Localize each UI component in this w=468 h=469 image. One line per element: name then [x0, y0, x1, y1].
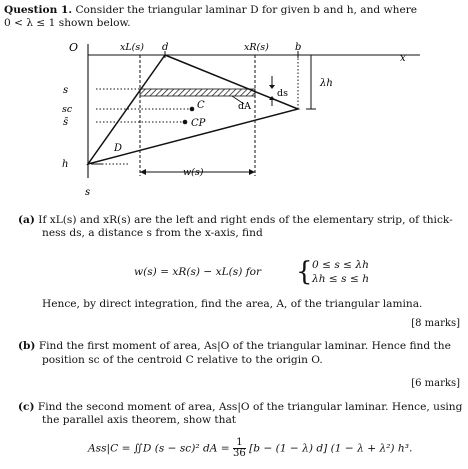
part-a-text-1: If xL(s) and xR(s) are the left and right ends of the elementary strip, of thick- — [38, 214, 453, 226]
label-w: w(s) — [183, 167, 204, 178]
part-c-equation — [88, 438, 412, 459]
label-CP: CP — [191, 118, 206, 129]
part-c-line-2: the parallel axis theorem, show that — [42, 414, 237, 426]
part-b-line-2: position sc of the centroid C relative to the origin O. — [42, 354, 323, 366]
label-lambda-h: λh — [320, 78, 333, 89]
part-c-line-1 — [18, 401, 462, 414]
label-dA: dA — [238, 101, 251, 112]
label-s: s — [63, 85, 69, 96]
part-b-line-1 — [18, 340, 451, 353]
centroid-C-marker — [190, 107, 195, 112]
part-a-case-1: 0 ≤ s ≤ λh — [312, 259, 369, 271]
elementary-strip — [140, 89, 255, 96]
label-D: D — [114, 143, 123, 154]
label-ds: ds — [277, 88, 288, 99]
part-a-marks: [8 marks] — [411, 318, 460, 329]
label-xR: xR(s) — [244, 42, 269, 53]
label-d: d — [162, 42, 169, 53]
question-heading — [4, 4, 417, 17]
label-s-axis: s — [85, 187, 91, 198]
part-a-label: (a) — [18, 214, 35, 226]
part-b-marks: [6 marks] — [411, 378, 460, 389]
centroid-CP-marker — [183, 120, 188, 125]
label-h: h — [62, 159, 69, 170]
part-c-label: (c) — [18, 401, 35, 413]
label-sbar: s̄ — [63, 117, 69, 128]
part-a-equation: w(s) = xR(s) − xL(s) for — [134, 266, 262, 278]
label-xL: xL(s) — [120, 42, 144, 53]
label-b: b — [295, 42, 302, 53]
label-C: C — [197, 100, 205, 111]
cases-brace: { — [296, 257, 313, 287]
intro-line-1: Consider the triangular laminar D for given b and h, and where — [75, 4, 418, 16]
part-c-eq-lhs: Ass|C = ∬D (s − sc)² dA = — [88, 442, 230, 455]
part-c-eq-rhs: [b − (1 − λ) d] (1 − λ + λ²) h³. — [249, 442, 413, 455]
label-sc: sc — [62, 104, 73, 115]
label-x: x — [400, 53, 406, 64]
fraction-numerator: 1 — [233, 438, 246, 449]
part-c-fraction — [233, 438, 246, 459]
triangular-laminar-diagram — [0, 36, 468, 206]
part-b-label: (b) — [18, 340, 36, 352]
part-a-line-2: ness ds, a distance s from the x-axis, find — [42, 227, 263, 239]
label-origin: O — [69, 41, 79, 54]
part-a-line-1 — [18, 214, 453, 227]
part-c-text-1: Find the second moment of area, Ass|O of the triangular laminar. Hence, using — [37, 401, 463, 413]
question-label: Question 1. — [4, 4, 73, 16]
part-a-line-3: Hence, by direct integration, find the area, A, of the triangular lamina. — [42, 298, 423, 310]
intro-line-2: 0 < λ ≤ 1 shown below. — [4, 17, 131, 29]
part-a-case-2: λh ≤ s ≤ h — [312, 273, 370, 285]
part-b-text-1: Find the first moment of area, As|O of the triangular laminar. Hence find the — [38, 340, 451, 352]
fraction-denominator: 36 — [233, 448, 246, 459]
